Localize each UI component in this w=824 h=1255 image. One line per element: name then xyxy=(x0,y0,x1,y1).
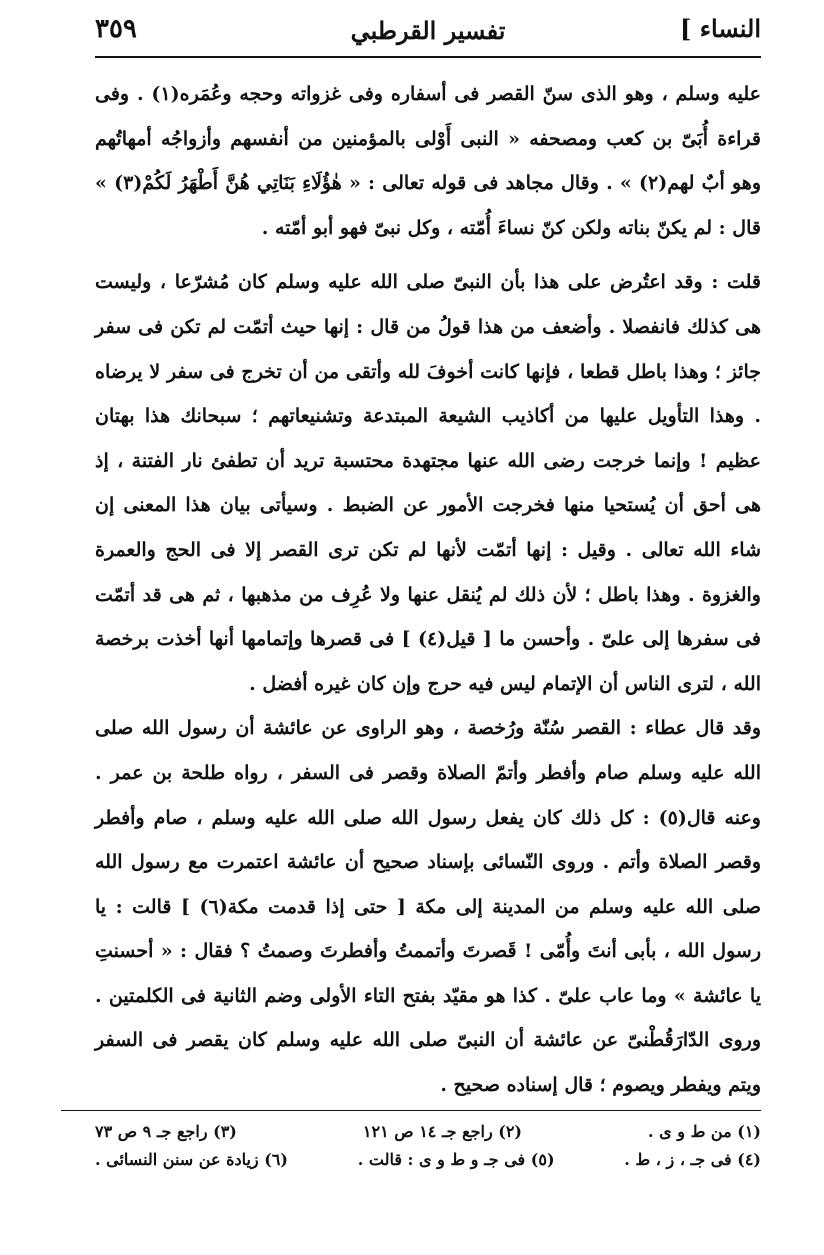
footnote: (٥) فى جـ و ط و ى : قالت . xyxy=(357,1150,555,1169)
page-header xyxy=(95,14,761,54)
footnotes xyxy=(95,1118,761,1174)
footnote-row xyxy=(95,1118,761,1146)
footnote: (٦) زيادة عن سنن النسائى . xyxy=(95,1150,288,1169)
paragraph: عليه وسلم ، وهو الذى سنّ القصر فى أسفاره وفى غزواته وحجه وعُمَره(١) . وفى قراءة أُبَىّ بن كعب ومصحفه « النبى أَوْلى بالمؤمنين من أنفسهم وأزواجُه أمهاتُهم وهو أبٌ لهم(٢) » . وقال مجاهد فى قوله تعالى : « هٰؤُلَاءِ بَنَاتِي هُنَّ أَطْهَرُ لَكُمْ(٣) » قال : لم يكنّ بناته ولكن كنّ نساءَ أُمّته ، وكل نبىّ فهو أبو أمّته . xyxy=(95,83,762,239)
header-divider xyxy=(95,56,761,58)
surah-name: النساء ] xyxy=(680,14,761,43)
footnote: (٤) فى جـ ، ز ، ط . xyxy=(624,1150,761,1169)
footnote: (١) من ط و ى . xyxy=(648,1122,761,1141)
book-title: تفسير القرطبي xyxy=(350,16,506,45)
paragraph: وقد قال عطاء : القصر سُنّة ورُخصة ، وهو الراوى عن عائشة أن رسول الله صلى الله عليه وسلم صام وأفطر وأتمّ الصلاة وقصر فى السفر ، رواه طلحة بن عمر . وعنه قال(٥) : كل ذلك كان يفعل رسول الله صلى الله عليه وسلم ، صام وأفطر وقصر الصلاة وأتم . وروى النّسائى بإسناد صحيح أن عائشة اعتمرت مع رسول الله صلى الله عليه وسلم من المدينة إلى مكة [ حتى إذا قدمت مكة(٦) ] قالت : يا رسول الله ، بأبى أنتَ وأُمّى ! قَصرتَ وأتممتُ وأفطرتَ وصمتُ ؟ فقال : « أحسنتِ يا عائشة » وما عاب علىّ . كذا هو مقيّد بفتح التاء الأولى وضم الثانية فى الكلمتين . وروى الدّارَقُطْنىّ عن عائشة أن النبىّ صلى الله عليه وسلم كان يقصر فى السفر ويتم ويفطر ويصوم ؛ قال إسناده صحيح . xyxy=(95,717,761,1097)
footnote-row xyxy=(95,1146,761,1174)
paragraph: قلت : وقد اعتُرض على هذا بأن النبىّ صلى الله عليه وسلم كان مُشرّعا ، وليست هى كذلك فانفصلا . وأضعف من هذا قولُ من قال : إنها حيث أتمّت لم تكن فى سفر جائز ؛ وهذا باطل قطعا ، فإنها كانت أخوفَ لله وأتقى من أن تخرج فى سفر لا يرضاه . وهذا التأويل عليها من أكاذيب الشيعة المبتدعة وتشنيعاتهم ؛ سبحانك هذا بهتان عظيم ! وإنما خرجت رضى الله عنها مجتهدة محتسبة تريد أن تطفئ نار الفتنة ، إذ هى أحق أن يُستحيا منها فخرجت الأمور عن الضبط . وسيأتى بيان هذا المعنى إن شاء الله تعالى . وقيل : إنها أتمّت لأنها لم تكن ترى القصر إلا فى الحج والعمرة والغزوة . وهذا باطل ؛ لأن ذلك لم يُنقل عنها ولا عُرِف من مذهبها ، ثم هى قد أتمّت فى سفرها إلى علىّ . وأحسن ما [ قيل(٤) ] فى قصرها وإتمامها أنها أخذت برخصة الله ، لترى الناس أن الإتمام ليس فيه حرج وإن كان غيره أفضل . xyxy=(95,271,761,695)
footnote-divider xyxy=(61,1110,761,1111)
page-number: ٣٥٩ xyxy=(95,14,137,44)
body-text xyxy=(95,72,761,1108)
footnote: (٣) راجع جـ ٩ ص ٧٣ xyxy=(95,1122,237,1141)
footnote: (٢) راجع جـ ١٤ ص ١٢١ xyxy=(362,1122,522,1141)
